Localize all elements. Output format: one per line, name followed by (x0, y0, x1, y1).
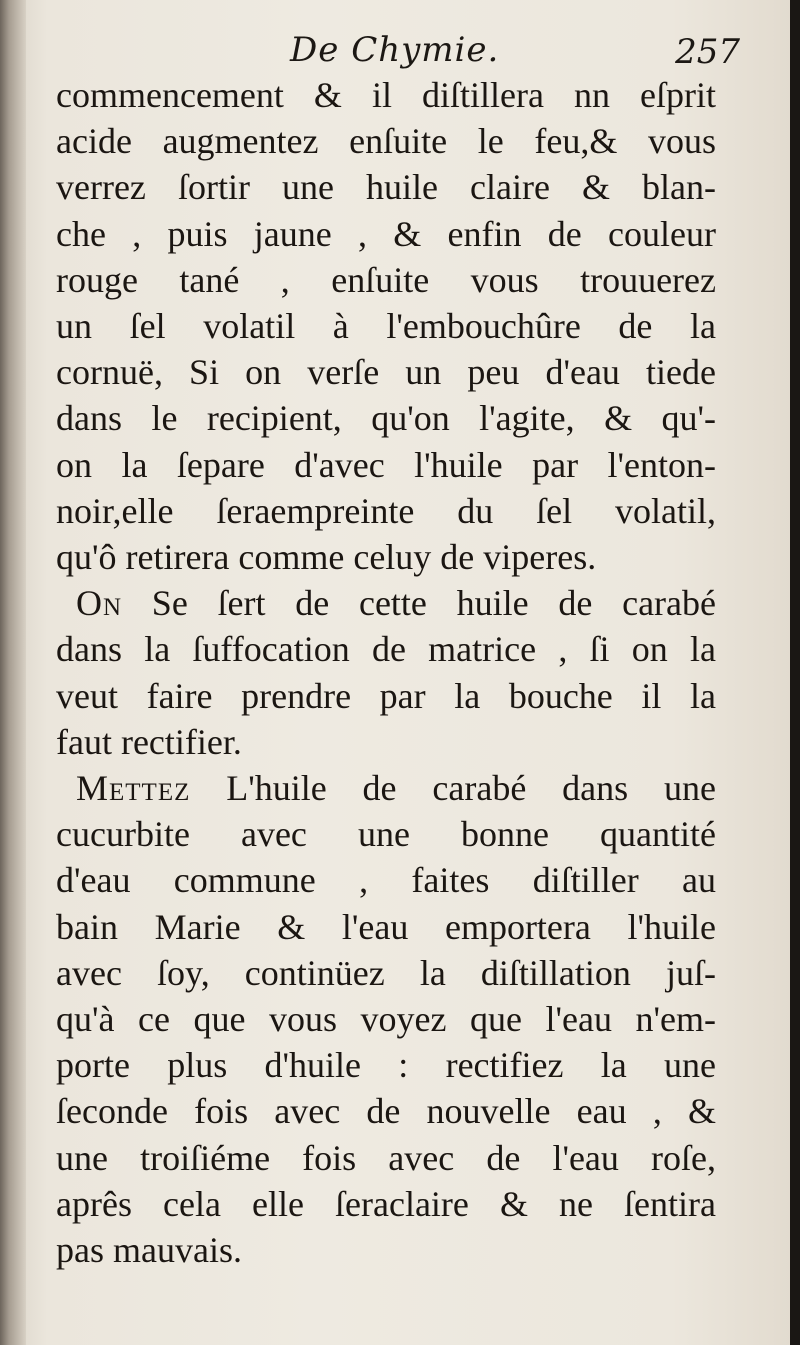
text-line: che , puis jaune , & enfin de couleur (56, 213, 716, 254)
text-line: avec ſoy, continüez la diſtillation juſ- (56, 952, 716, 993)
text-line: dans la ſuffocation de matrice , ſi on la (56, 629, 716, 670)
text-line: pas mauvais. (56, 1230, 242, 1271)
text-line: un ſel volatil à l'embouchûre de la (56, 306, 716, 347)
text-line: acide augmentez enſuite le feu,& vous (56, 121, 716, 162)
text-line: rouge tané , enſuite vous trouuerez (56, 259, 716, 300)
text-fragment: L'huile de carabé dans une (190, 768, 716, 809)
page-body (56, 72, 716, 1273)
text-line (56, 765, 716, 811)
text-line: ſeconde fois avec de nouvelle eau , & (56, 1091, 716, 1132)
paragraph (56, 72, 716, 580)
text-line: bain Marie & l'eau emportera l'huile (56, 906, 716, 947)
page-number: 257 (675, 32, 740, 72)
text-line: commencement & il diſtillera nn eſprit (56, 75, 716, 115)
text-line: d'eau commune , faites diſtiller au (56, 860, 716, 901)
paragraph (56, 580, 716, 765)
text-line: dans le recipient, qu'on l'agite, & qu'- (56, 398, 716, 439)
text-line: aprês cela elle ſeraclaire & ne ſentira (56, 1183, 716, 1224)
text-line: verrez ſortir une huile claire & blan- (56, 167, 716, 208)
text-line: une troiſiéme fois avec de l'eau roſe, (56, 1137, 716, 1178)
text-line: qu'à ce que vous voyez que l'eau n'em- (56, 999, 716, 1040)
page-right-edge (790, 0, 800, 1345)
text-line: veut faire prendre par la bouche il la (56, 675, 716, 716)
text-line: on la ſepare d'avec l'huile par l'enton- (56, 444, 716, 485)
paragraph (56, 765, 716, 1273)
paragraph-lead: Mettez (76, 768, 191, 809)
page-gutter-shadow (0, 0, 26, 1345)
running-head: De Chymie. (290, 30, 500, 70)
text-line (56, 580, 716, 626)
text-line: qu'ô retirera comme celuy de viperes. (56, 537, 597, 578)
text-line: noir,elle ſeraempreinte du ſel volatil, (56, 490, 716, 531)
text-line: faut rectifier. (56, 721, 242, 762)
text-line: cornuë, Si on verſe un peu d'eau tiede (56, 352, 716, 393)
text-line: porte plus d'huile : rectifiez la une (56, 1045, 716, 1086)
text-fragment: Se ſert de cette huile de carabé (122, 583, 716, 624)
paragraph-lead: On (76, 583, 123, 624)
text-line: cucurbite avec une bonne quantité (56, 814, 716, 855)
